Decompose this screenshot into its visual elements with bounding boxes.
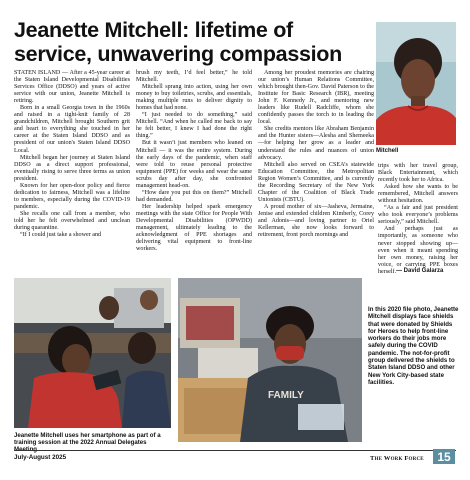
article-column-2	[136, 70, 252, 274]
portrait-caption: Mitchell	[376, 148, 399, 154]
paragraph: Mitchell also served on CSEA’s statewide Education Committee, the Metropolitan Region Women’s Committee, and is currently the Recording Secretary of the New York Chapter of the Coalition of Black Trade Unionists (CBTU).	[258, 161, 374, 203]
paragraph: “How dare you put this on them?” Mitchell had demanded.	[136, 189, 252, 203]
portrait-illustration	[376, 22, 456, 145]
paragraph: She recalls one call from a member, who told her he felt overwhelmed and unclean during quarantine.	[14, 210, 130, 232]
article-column-1	[14, 70, 130, 274]
paragraph: “As a fair and just president who took everyone’s problems seriously,” said Mitchell.	[378, 205, 458, 226]
shirt-text: FAMILY	[268, 390, 304, 401]
paragraph: And perhaps just as importantly, as someone who never stopped showing up—even when it meant spending her own money, raising her voice, or carrying PPE boxes herself.	[378, 226, 458, 275]
training-session-illustration	[14, 278, 171, 428]
paragraph: A proud mother of six—Jasheva, Jermaine, Jenise and extended children Kimberly, Corey and Adonis—and loving partner to Oriel Kellerman, she now looks forward to retirement, front porch mornings and	[258, 203, 374, 239]
byline: — David Galarza	[396, 268, 444, 274]
paragraph: “I just needed to do something,” said Mitchell. “And when he called me back to say he felt better, I knew I had done the right thing.”	[136, 112, 252, 140]
article-column-4	[378, 163, 458, 275]
paragraph: Mitchell sprang into action, using her own money to buy toiletries, scrubs, and essentials, making multiple runs to deliver dignity to homes that had none.	[136, 84, 252, 112]
paragraph: Born in a small Georgia town in the 1960s and raised in a tight-knit family of 28 grandchildren, Mitchell brought Southern grit and heart to everything she touched in her career at the Staten Island DDSO and as president of our union's Staten Island DDSO Local.	[14, 105, 130, 154]
paragraph: Mitchell began her journey at Staten Island DDSO as a direct support professional, eventually rising to serve three terms as union president.	[14, 154, 130, 182]
footer-publication-name: The Work Force	[370, 455, 424, 462]
paragraph: Among her proudest memories are chairing our union’s Human Relations Committee, which brought then-Gov. David Paterson to the Institute for Basic Research (IBR), meeting John F. Kennedy Jr., and mentoring new leaders like Rudell Radcliffe, whom she confidently passes the torch to in leading the local.	[258, 70, 374, 126]
portrait-photo	[376, 22, 456, 145]
paragraph: Known for her open-door policy and fierce dedication to fairness, Mitchell was a lifeline to members, especially during the COVID-19 pandemic.	[14, 182, 130, 210]
article-headline: Jeanette Mitchell: lifetime of service, unwavering compassion	[14, 18, 342, 66]
photo-caption-left: Jeanette Mitchell uses her smartphone as part of a training session at the 2022 Annual Delegates Meeting.	[14, 432, 161, 454]
footer-rule	[14, 450, 456, 451]
face-shields-photo	[178, 278, 362, 442]
paragraph: Her leadership helped spark emergency meetings with the state Office for People With Developmental Disabilities (OPWDD) management, ultimately leading to the acknowledgment of PPE shortages and delivering vital equipment to front-line workers.	[136, 203, 252, 253]
footer-issue-date: July-August 2025	[14, 454, 67, 461]
paragraph: brush my teeth, I’d feel better,” he told Mitchell.	[136, 70, 252, 84]
paragraph: But it wasn’t just members who leaned on Mitchell — it was the entire system. During the early days of the pandemic, when staff were told to reuse personal protective equipment (PPE) for weeks and wear the same scrubs day after day, she confronted management head-on.	[136, 140, 252, 189]
article-column-3	[258, 70, 374, 274]
photo-caption-right: In this 2020 file photo, Jeanette Mitchell displays face shields that were donated by Shields for Heroes to help front-line workers do their jobs more safely during the COVID pandemic. The not-for-profit group delivered the shields to Staten Island DDSO and other New York City-based state facilities.	[368, 306, 459, 386]
paragraph: trips with her travel group, Black Entertainment, which recently took her to Africa.	[378, 163, 458, 184]
paragraph: Asked how she wants to be remembered, Mitchell answers without hesitation.	[378, 184, 458, 205]
training-session-photo	[14, 278, 171, 428]
paragraph: STATEN ISLAND — After a 45-year career at the Staten Island Developmental Disabilities Services Office (DDSO) and years of active service with our union, Jeanette Mitchell is retiring.	[14, 70, 130, 105]
paragraph: She credits mentors like Abraham Benjamin and the Hunter sisters—Alesha and Shemeeka—for helping her grow as a leader and understand the rules and nuances of union advocacy.	[258, 126, 374, 161]
paragraph: “If I could just take a shower and	[20, 232, 102, 239]
page-number: 15	[433, 449, 455, 464]
face-shields-illustration	[178, 278, 362, 442]
